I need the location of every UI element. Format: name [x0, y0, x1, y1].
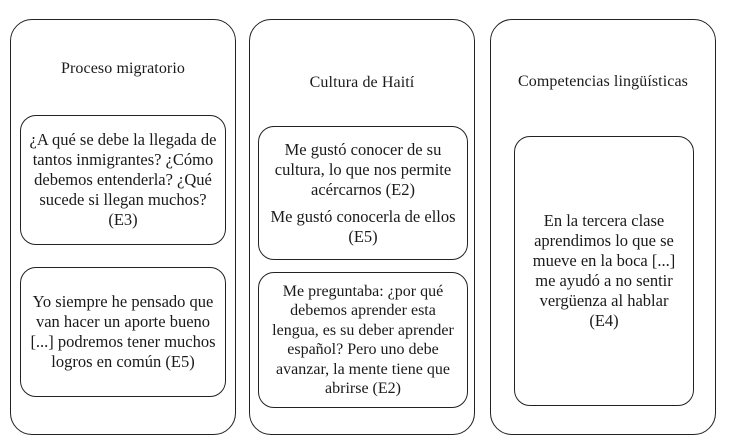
quote-box [20, 267, 226, 397]
quote-box [258, 272, 468, 408]
quote-text: Yo siempre he pensado que van hacer un aporte bueno [...] podremos tener muchos logros en común (E5) [30, 292, 216, 371]
quote-text: Me gustó conocerla de ellos (E5) [270, 206, 456, 246]
column-competencias-linguisticas [490, 19, 716, 435]
column-title: Proceso migratorio [61, 60, 185, 77]
column-title: Cultura de Haití [309, 74, 415, 91]
quote-box [258, 126, 468, 260]
quote-text: Me gustó conocer de su cultura, lo que nos permite acércarnos (E2) [274, 139, 452, 199]
column-proceso-migratorio [10, 19, 236, 435]
quote-box [514, 136, 694, 406]
column-cultura-de-haiti [249, 19, 475, 435]
quote-text: Me preguntaba: ¿por qué debemos aprender esta lengua, es su deber aprender español? Pero uno debe avanzar, la mente tiene que abrirse (E2) [272, 282, 454, 397]
quote-box [20, 115, 226, 245]
quote-text: En la tercera clase aprendimos lo que se mueve en la boca [...] me ayudó a no sentir vergüenza al hablar (E4) [532, 211, 676, 330]
quote-text: ¿A qué se debe la llegada de tantos inmigrantes? ¿Cómo debemos entenderla? ¿Qué sucede si llegan muchos? (E3) [29, 130, 217, 229]
column-title: Competencias lingüísticas [517, 73, 689, 90]
